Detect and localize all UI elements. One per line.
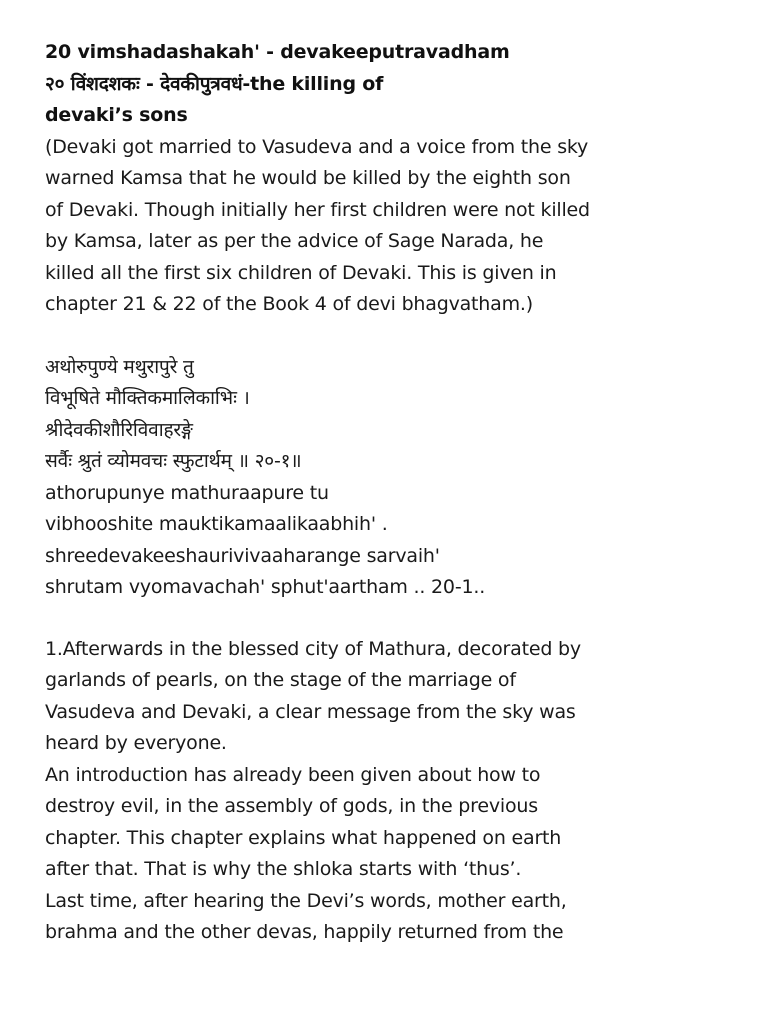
heading-line-3: devaki’s sons: [45, 104, 188, 126]
intro-line: warned Kamsa that he would be killed by the eighth son: [45, 167, 571, 189]
transliteration-line: shreedevakeeshaurivivaaharange sarvaih': [45, 544, 440, 567]
explanation-line: brahma and the other devas, happily returned from the: [45, 921, 564, 943]
intro-line: (Devaki got married to Vasudeva and a voice from the sky: [45, 135, 589, 158]
verse-line: श्रीदेवकीशौरिविवाहरङ्गे: [45, 418, 193, 441]
explanation-line: after that. That is why the shloka starts with ‘thus’.: [45, 858, 522, 880]
verse-line: सर्वैः श्रुतं व्योमवचः स्फुटार्थम् ॥ २०-१॥: [45, 450, 302, 472]
transliteration-line: shrutam vyomavachah' sphut'aartham .. 20-1..: [45, 576, 486, 598]
document-page: [45, 37, 725, 949]
explanation-line: Last time, after hearing the Devi’s words, mother earth,: [45, 889, 567, 912]
transliteration-line: athorupunye mathuraapure tu: [45, 481, 329, 504]
explanation-line: 1.Afterwards in the blessed city of Mathura, decorated by: [45, 637, 581, 660]
heading-line-2: २० विंशदशकः - देवकीपुत्रवधं-the killing of: [45, 72, 384, 95]
heading-line-1: 20 vimshadashakah' - devakeeputravadham: [45, 41, 510, 63]
transliteration-line: vibhooshite mauktikamaalikaabhih' .: [45, 513, 388, 535]
sanskrit-verse: [45, 352, 725, 478]
explanation-line: heard by everyone.: [45, 732, 227, 754]
paragraph-spacer: [45, 604, 725, 634]
intro-line: by Kamsa, later as per the advice of Sage Narada, he: [45, 230, 544, 252]
chapter-heading: [45, 37, 725, 132]
intro-paragraph: [45, 132, 725, 321]
verse-line: अथोरुपुण्ये मथुरापुरे तु: [45, 355, 194, 378]
explanation-line: An introduction has already been given about how to: [45, 763, 541, 786]
intro-line: of Devaki. Though initially her first children were not killed: [45, 198, 590, 221]
explanation-line: garlands of pearls, on the stage of the marriage of: [45, 669, 516, 691]
paragraph-spacer: [45, 321, 725, 352]
explanation-paragraph: [45, 634, 725, 949]
explanation-line: Vasudeva and Devaki, a clear message from the sky was: [45, 700, 576, 723]
intro-line: chapter 21 & 22 of the Book 4 of devi bhagvatham.): [45, 293, 533, 315]
transliteration-verse: [45, 478, 725, 604]
explanation-line: chapter. This chapter explains what happened on earth: [45, 826, 562, 849]
explanation-line: destroy evil, in the assembly of gods, in the previous: [45, 795, 538, 817]
intro-line: killed all the first six children of Devaki. This is given in: [45, 261, 557, 284]
verse-line: विभूषिते मौक्तिकमालिकाभिः ।: [45, 387, 250, 409]
